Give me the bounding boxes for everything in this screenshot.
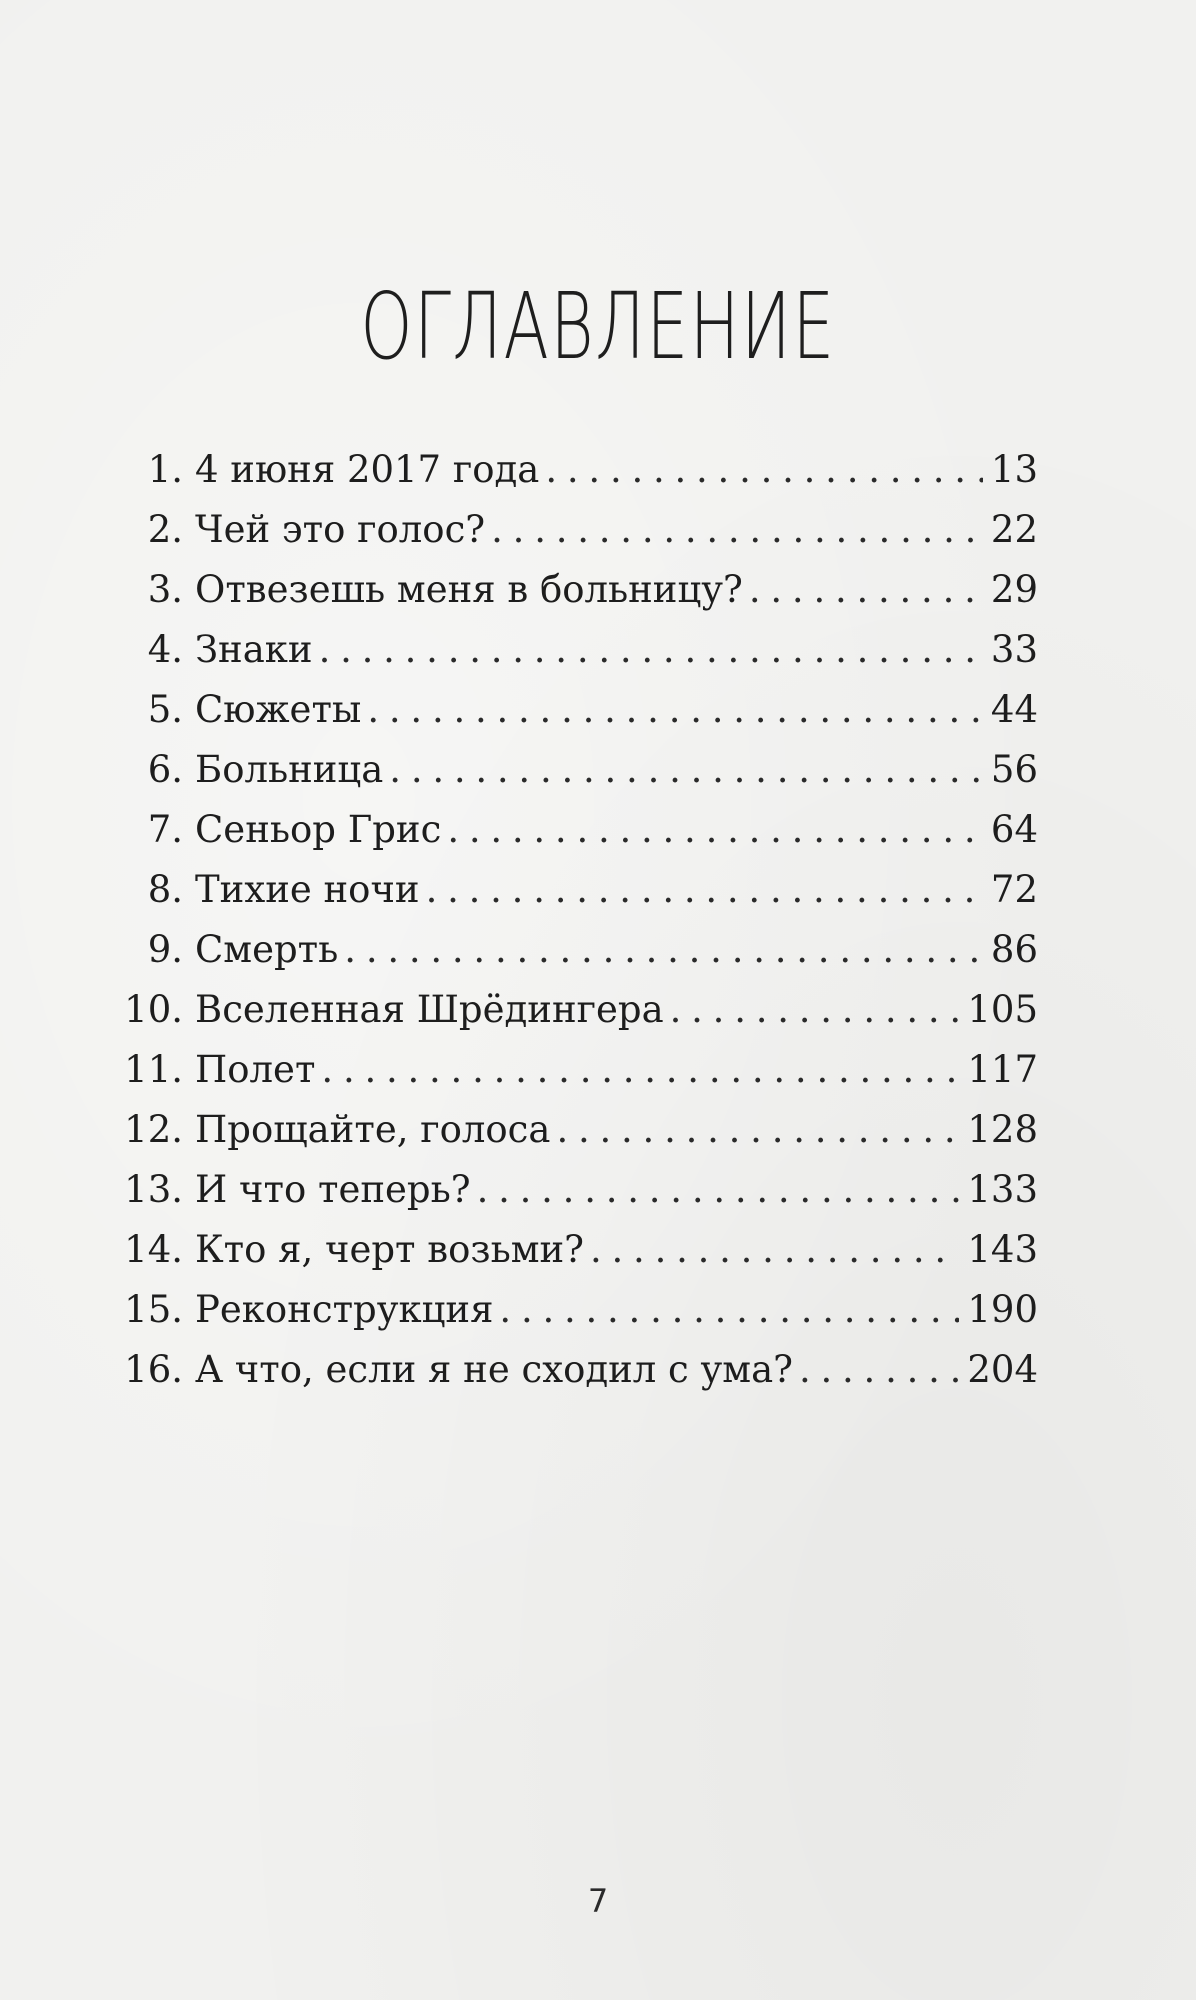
toc-entry-title: Отвезешь меня в больницу?: [195, 568, 743, 611]
toc-entry-title: Кто я, черт возьми?: [195, 1228, 584, 1271]
toc-entry-title: Знаки: [195, 628, 313, 671]
dot-leader: [477, 1160, 960, 1220]
toc-entry-number: 12.: [124, 1108, 183, 1151]
toc-entry-number: 14.: [124, 1228, 183, 1271]
dot-leader: [590, 1220, 959, 1280]
toc-entry: [108, 1280, 1038, 1340]
dot-leader: [545, 440, 983, 500]
toc-entry-title: Полет: [195, 1048, 316, 1091]
toc-entry-number: 15.: [124, 1288, 183, 1331]
toc-entry-title: Прощайте, голоса: [195, 1108, 551, 1151]
dot-leader: [319, 620, 983, 680]
toc-entry: [108, 620, 1038, 680]
dot-leader: [426, 860, 983, 920]
toc-entry-title: Тихие ночи: [195, 868, 420, 911]
dot-leader: [389, 740, 983, 800]
toc-entry: [108, 1100, 1038, 1160]
toc-entry-page: 44: [990, 688, 1038, 731]
toc-entry-page: 29: [990, 568, 1038, 611]
toc-entry-page: 128: [967, 1108, 1038, 1151]
toc-entry-page: 22: [990, 508, 1038, 551]
toc-entry-number: 8.: [147, 868, 183, 911]
page-number: 7: [587, 1882, 609, 1920]
toc-entry-title: Больница: [195, 748, 384, 791]
toc-entry: [108, 980, 1038, 1040]
toc-entry-page: 86: [990, 928, 1038, 971]
toc-entry-number: 3.: [147, 568, 183, 611]
toc-entry: [108, 1040, 1038, 1100]
toc-entry-title: Сеньор Грис: [195, 808, 442, 851]
toc-entry-number: 11.: [124, 1048, 183, 1091]
toc-entry-number: 6.: [147, 748, 183, 791]
toc-entry-title: А что, если я не сходил с ума?: [195, 1348, 793, 1391]
toc-entry: [108, 500, 1038, 560]
toc-entry-page: 72: [990, 868, 1038, 911]
toc-entry-page: 190: [967, 1288, 1038, 1331]
toc-entry-page: 13: [990, 448, 1038, 491]
toc-entry: [108, 1220, 1038, 1280]
toc-entry: [108, 860, 1038, 920]
toc-entry: [108, 1160, 1038, 1220]
toc-entry-page: 64: [990, 808, 1038, 851]
toc-entry: [108, 440, 1038, 500]
toc-entry-page: 133: [967, 1168, 1038, 1211]
dot-leader: [367, 680, 983, 740]
dot-leader: [670, 980, 960, 1040]
toc-entry-number: 13.: [124, 1168, 183, 1211]
toc-entry: [108, 920, 1038, 980]
toc-entry: [108, 740, 1038, 800]
toc-entry-number: 2.: [147, 508, 183, 551]
dot-leader: [321, 1040, 959, 1100]
toc-entry-title: Вселенная Шрёдингера: [195, 988, 664, 1031]
toc-entry-number: 16.: [124, 1348, 183, 1391]
dot-leader: [344, 920, 983, 980]
dot-leader: [491, 500, 983, 560]
toc-entry-number: 4.: [147, 628, 183, 671]
toc-entry-title: Смерть: [195, 928, 339, 971]
toc-entry: [108, 560, 1038, 620]
dot-leader: [556, 1100, 959, 1160]
toc-entry-page: 204: [967, 1348, 1038, 1391]
toc-entry-number: 10.: [124, 988, 183, 1031]
toc-entry-title: Чей это голос?: [195, 508, 486, 551]
page-title: ОГЛАВЛЕНИЕ: [360, 273, 836, 380]
toc-entry-title: Сюжеты: [195, 688, 362, 731]
toc-entry-page: 33: [990, 628, 1038, 671]
toc-entry-page: 105: [967, 988, 1038, 1031]
toc-entry: [108, 800, 1038, 860]
toc-entry-title: И что теперь?: [195, 1168, 471, 1211]
toc-entry: [108, 1340, 1038, 1400]
dot-leader: [499, 1280, 959, 1340]
toc-entry-page: 56: [990, 748, 1038, 791]
dot-leader: [447, 800, 983, 860]
table-of-contents: [108, 440, 1038, 1400]
toc-entry-number: 9.: [147, 928, 183, 971]
toc-entry-page: 117: [967, 1048, 1038, 1091]
toc-entry-number: 1.: [147, 448, 183, 491]
toc-entry-title: 4 июня 2017 года: [195, 448, 540, 491]
toc-entry-number: 5.: [147, 688, 183, 731]
toc-entry-page: 143: [967, 1228, 1038, 1271]
toc-entry-title: Реконструкция: [195, 1288, 494, 1331]
toc-entry: [108, 680, 1038, 740]
dot-leader: [749, 560, 983, 620]
dot-leader: [799, 1340, 959, 1400]
toc-entry-number: 7.: [147, 808, 183, 851]
